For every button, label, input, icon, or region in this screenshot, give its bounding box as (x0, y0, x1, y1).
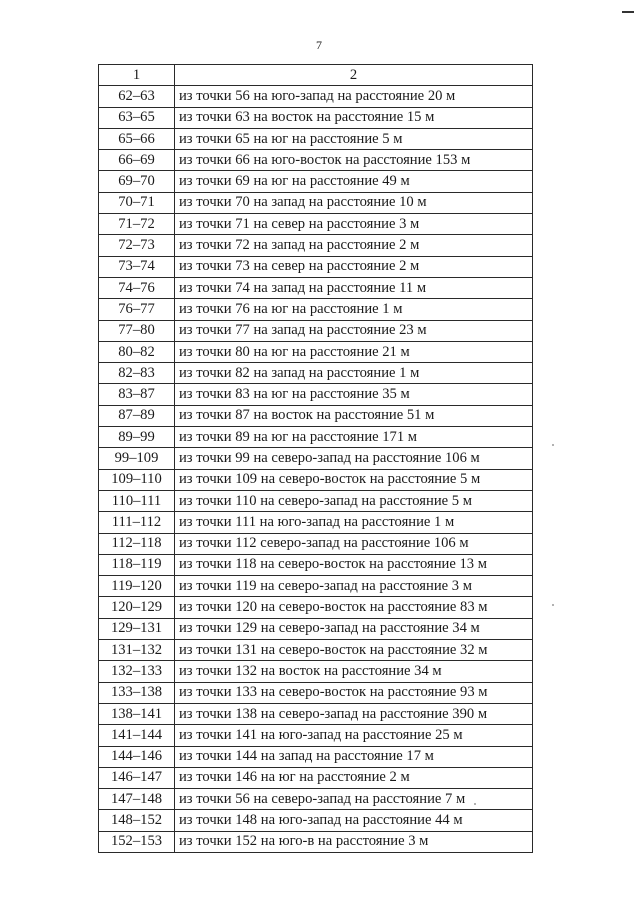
description-cell: из точки 56 на юго-запад на расстояние 20 м (175, 86, 533, 107)
segment-cell: 138–141 (99, 703, 175, 724)
description-cell: из точки 82 на запад на расстояние 1 м (175, 363, 533, 384)
table-row (99, 554, 533, 575)
segment-cell: 89–99 (99, 427, 175, 448)
table-row (99, 341, 533, 362)
segment-cell: 146–147 (99, 767, 175, 788)
table-row (99, 128, 533, 149)
page-number: 7 (316, 38, 322, 52)
table-row (99, 448, 533, 469)
table-row (99, 277, 533, 298)
segment-cell: 82–83 (99, 363, 175, 384)
table-row (99, 427, 533, 448)
segment-cell: 62–63 (99, 86, 175, 107)
description-cell: из точки 112 северо-запад на расстояние 106 м (175, 533, 533, 554)
segment-cell: 83–87 (99, 384, 175, 405)
table-row (99, 107, 533, 128)
description-cell: из точки 72 на запад на расстояние 2 м (175, 235, 533, 256)
segment-cell: 133–138 (99, 682, 175, 703)
table-row (99, 576, 533, 597)
scan-edge-mark (622, 11, 634, 13)
table-row (99, 363, 533, 384)
table-row (99, 512, 533, 533)
table-row (99, 597, 533, 618)
segment-cell: 80–82 (99, 341, 175, 362)
table-row (99, 682, 533, 703)
column-header-description: 2 (175, 65, 533, 86)
description-cell: из точки 83 на юг на расстояние 35 м (175, 384, 533, 405)
segment-cell: 77–80 (99, 320, 175, 341)
table-row (99, 235, 533, 256)
segment-cell: 110–111 (99, 490, 175, 511)
segment-cell: 74–76 (99, 277, 175, 298)
description-cell: из точки 138 на северо-запад на расстояние 390 м (175, 703, 533, 724)
table-row (99, 661, 533, 682)
description-cell: из точки 65 на юг на расстояние 5 м (175, 128, 533, 149)
description-cell: из точки 141 на юго-запад на расстояние 25 м (175, 725, 533, 746)
table-header-row (99, 65, 533, 86)
description-cell: из точки 109 на северо-восток на расстояние 5 м (175, 469, 533, 490)
scan-speck (552, 444, 554, 446)
segment-cell: 144–146 (99, 746, 175, 767)
segment-cell: 70–71 (99, 192, 175, 213)
description-cell: из точки 56 на северо-запад на расстояние 7 м (175, 789, 533, 810)
description-cell: из точки 73 на север на расстояние 2 м (175, 256, 533, 277)
table-row (99, 214, 533, 235)
segment-cell: 63–65 (99, 107, 175, 128)
scan-speck (474, 803, 476, 805)
description-cell: из точки 152 на юго-в на расстояние 3 м (175, 831, 533, 852)
description-cell: из точки 131 на северо-восток на расстояние 32 м (175, 640, 533, 661)
table-row (99, 618, 533, 639)
table-row (99, 192, 533, 213)
description-cell: из точки 146 на юг на расстояние 2 м (175, 767, 533, 788)
segment-cell: 99–109 (99, 448, 175, 469)
description-cell: из точки 87 на восток на расстояние 51 м (175, 405, 533, 426)
segment-cell: 109–110 (99, 469, 175, 490)
table-row (99, 831, 533, 852)
segment-cell: 112–118 (99, 533, 175, 554)
table-row (99, 703, 533, 724)
description-cell: из точки 99 на северо-запад на расстояние 106 м (175, 448, 533, 469)
description-cell: из точки 120 на северо-восток на расстояние 83 м (175, 597, 533, 618)
table-row (99, 746, 533, 767)
table-row (99, 384, 533, 405)
description-cell: из точки 63 на восток на расстояние 15 м (175, 107, 533, 128)
table-row (99, 640, 533, 661)
description-cell: из точки 148 на юго-запад на расстояние 44 м (175, 810, 533, 831)
description-cell: из точки 77 на запад на расстояние 23 м (175, 320, 533, 341)
segment-cell: 73–74 (99, 256, 175, 277)
description-cell: из точки 71 на север на расстояние 3 м (175, 214, 533, 235)
description-cell: из точки 132 на восток на расстояние 34 м (175, 661, 533, 682)
description-cell: из точки 80 на юг на расстояние 21 м (175, 341, 533, 362)
table-row (99, 490, 533, 511)
description-cell: из точки 69 на юг на расстояние 49 м (175, 171, 533, 192)
segment-cell: 118–119 (99, 554, 175, 575)
table-row (99, 86, 533, 107)
table-row (99, 299, 533, 320)
segment-cell: 69–70 (99, 171, 175, 192)
segment-cell: 132–133 (99, 661, 175, 682)
table-row (99, 789, 533, 810)
table-row (99, 150, 533, 171)
segment-cell: 87–89 (99, 405, 175, 426)
table-row (99, 256, 533, 277)
segment-cell: 71–72 (99, 214, 175, 235)
segment-cell: 141–144 (99, 725, 175, 746)
description-cell: из точки 129 на северо-запад на расстояние 34 м (175, 618, 533, 639)
table-row (99, 810, 533, 831)
description-cell: из точки 70 на запад на расстояние 10 м (175, 192, 533, 213)
segment-cell: 152–153 (99, 831, 175, 852)
description-cell: из точки 89 на юг на расстояние 171 м (175, 427, 533, 448)
table-row (99, 469, 533, 490)
description-cell: из точки 144 на запад на расстояние 17 м (175, 746, 533, 767)
segment-cell: 147–148 (99, 789, 175, 810)
segment-cell: 65–66 (99, 128, 175, 149)
scan-speck (552, 604, 554, 606)
table-row (99, 725, 533, 746)
segment-cell: 111–112 (99, 512, 175, 533)
segment-cell: 72–73 (99, 235, 175, 256)
boundary-route-table (98, 64, 533, 853)
segment-cell: 119–120 (99, 576, 175, 597)
segment-cell: 148–152 (99, 810, 175, 831)
segment-cell: 129–131 (99, 618, 175, 639)
table-row (99, 767, 533, 788)
description-cell: из точки 133 на северо-восток на расстояние 93 м (175, 682, 533, 703)
description-cell: из точки 119 на северо-запад на расстояние 3 м (175, 576, 533, 597)
table-row (99, 533, 533, 554)
segment-cell: 131–132 (99, 640, 175, 661)
description-cell: из точки 76 на юг на расстояние 1 м (175, 299, 533, 320)
description-cell: из точки 118 на северо-восток на расстояние 13 м (175, 554, 533, 575)
column-header-segment: 1 (99, 65, 175, 86)
segment-cell: 120–129 (99, 597, 175, 618)
description-cell: из точки 66 на юго-восток на расстояние 153 м (175, 150, 533, 171)
description-cell: из точки 111 на юго-запад на расстояние 1 м (175, 512, 533, 533)
segment-cell: 76–77 (99, 299, 175, 320)
description-cell: из точки 110 на северо-запад на расстояние 5 м (175, 490, 533, 511)
segment-cell: 66–69 (99, 150, 175, 171)
table-body (99, 86, 533, 853)
table-row (99, 320, 533, 341)
table-row (99, 171, 533, 192)
table-row (99, 405, 533, 426)
description-cell: из точки 74 на запад на расстояние 11 м (175, 277, 533, 298)
